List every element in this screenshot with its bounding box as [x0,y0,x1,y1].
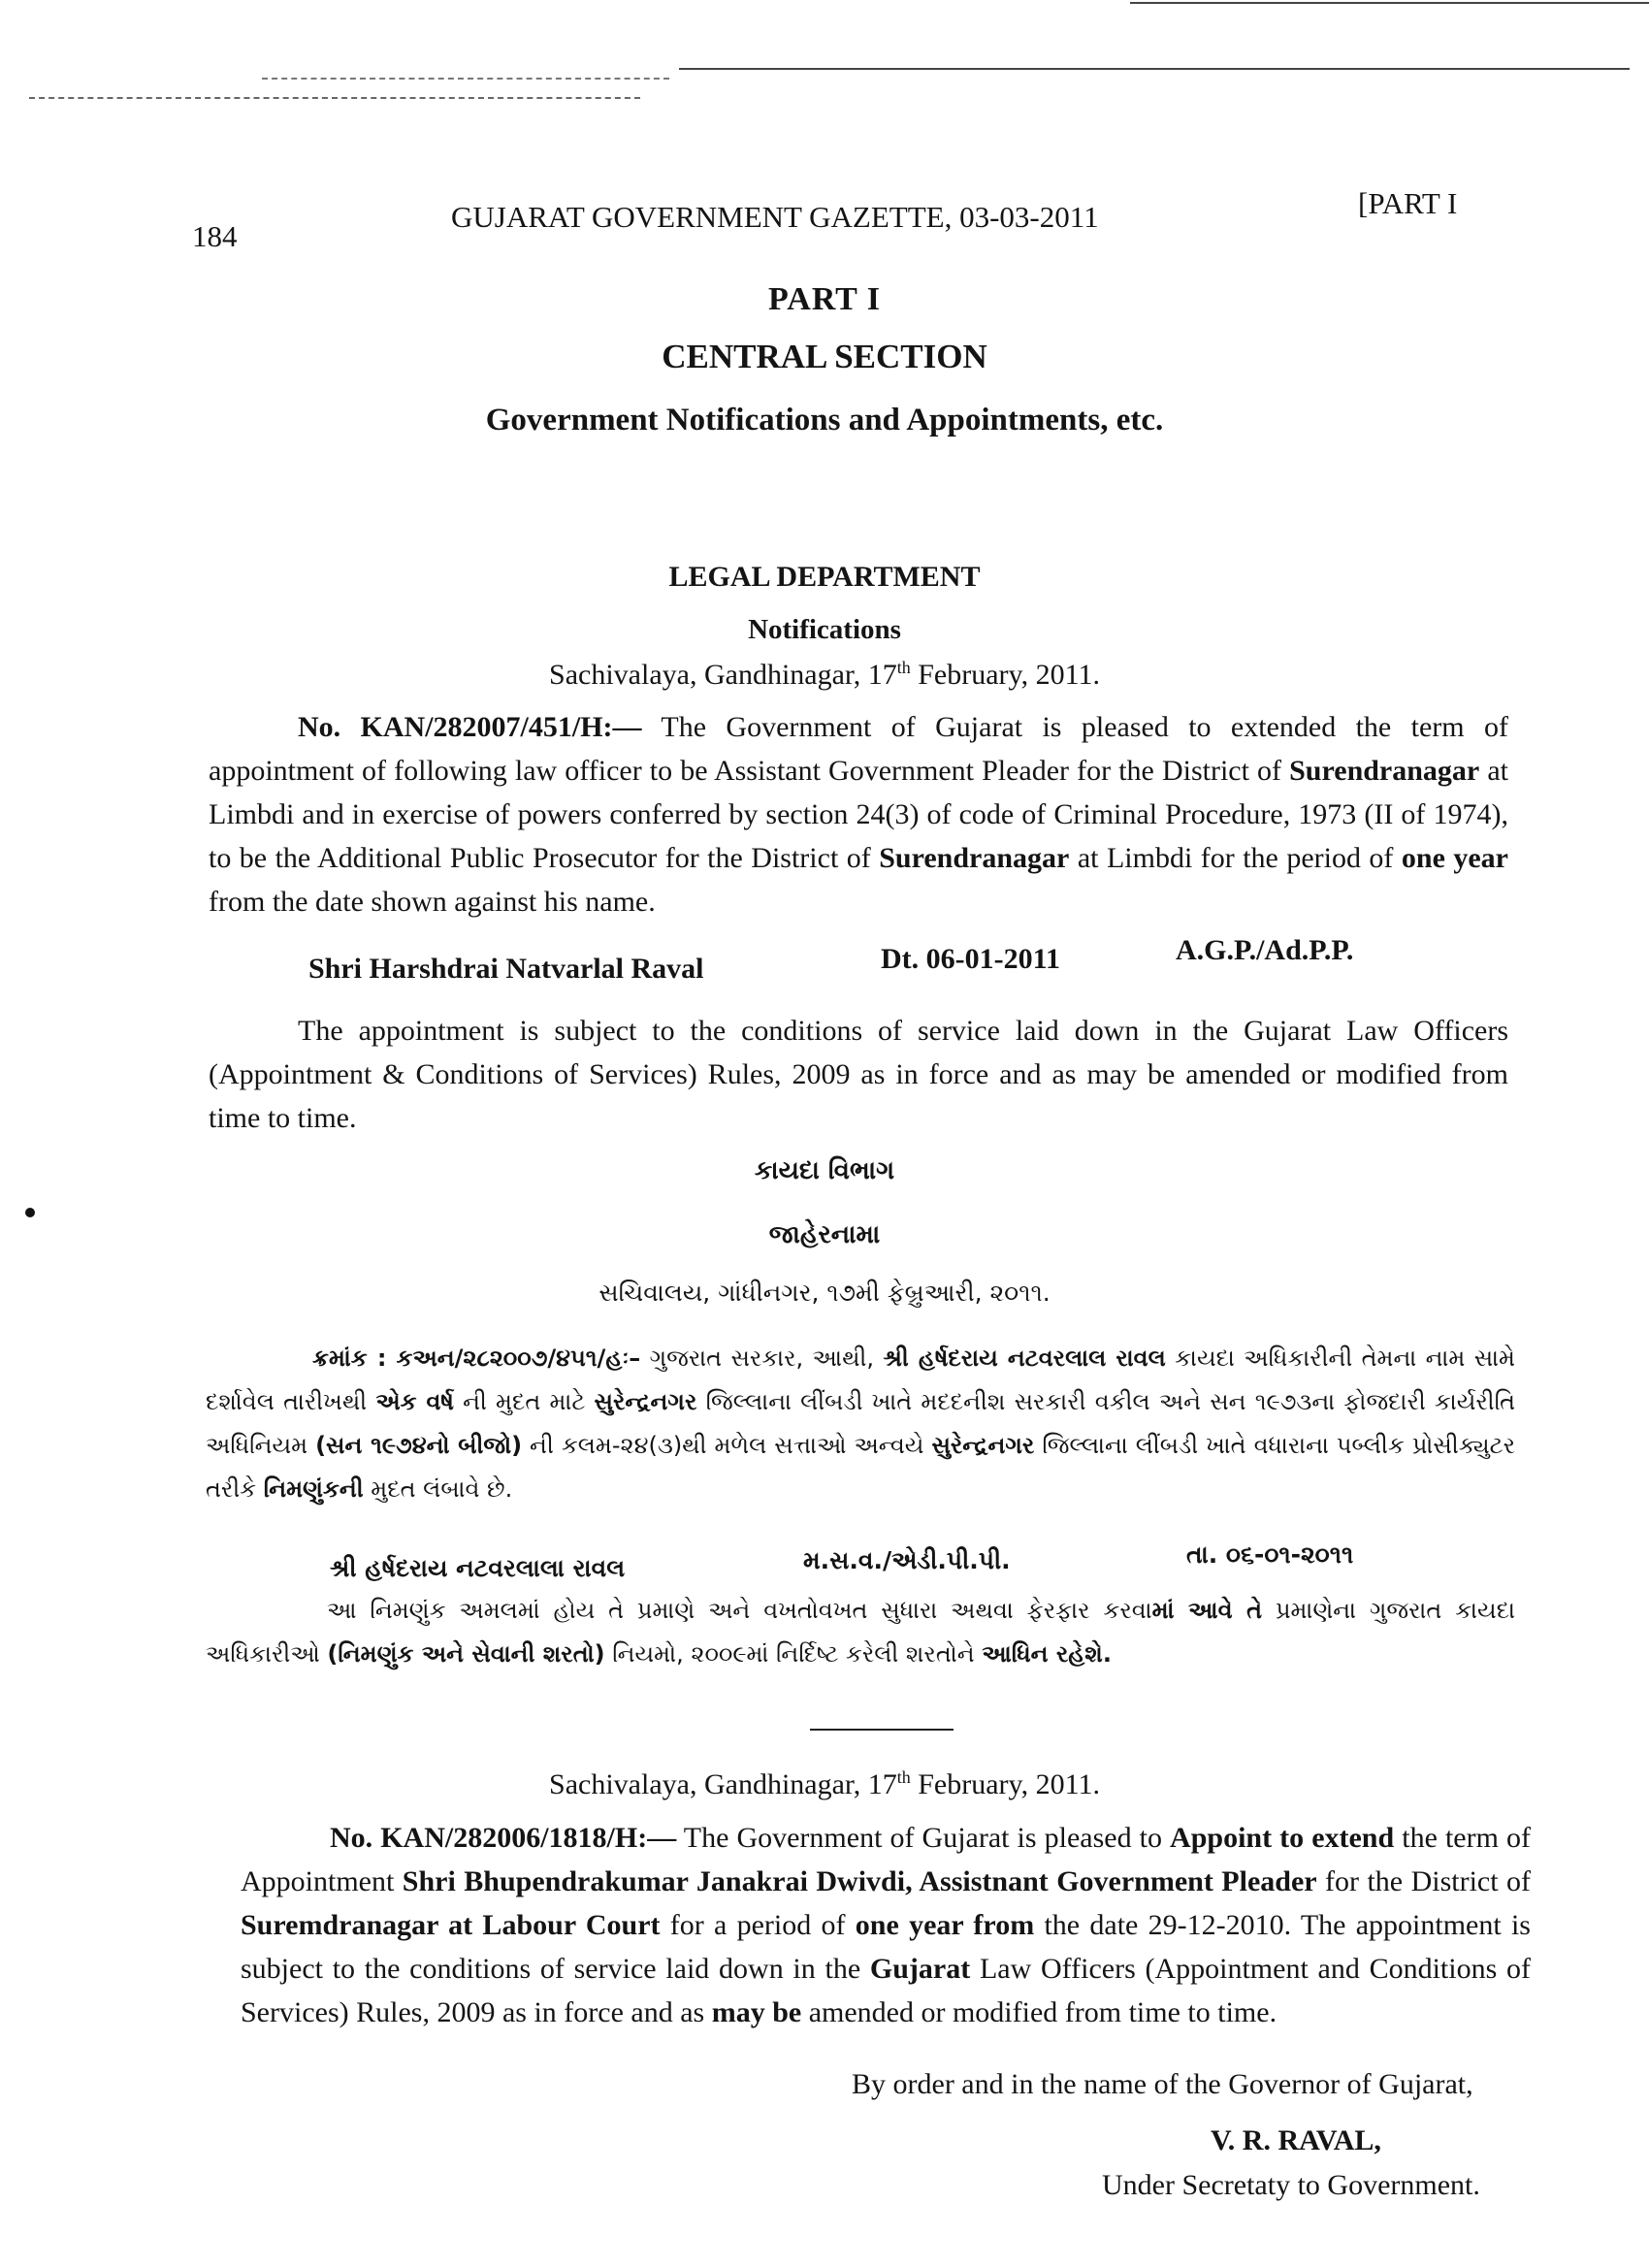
gazette-title: GUJARAT GOVERNMENT GAZETTE, 03-03-2011 [451,200,1099,234]
gujarati-notifications-heading: જાહેરનામા [768,1220,881,1249]
gujarati-post: મ.સ.વ./એડી.પી.પી. [803,1546,1011,1574]
notice1-condition: The appointment is subject to the conditions of service laid down in the Gujarat Law Officers (Appointment & Conditions of Services) Rules, 2009 as in force and as may be amended or modified from time to time. [209,1015,1508,1134]
gujarati-notice-body: ક્રમાંક : કઅન/૨૮૨૦૦૭/૪૫૧/હઃ– ગુજરાત સરકાર, આથી, શ્રી હર્ષદરાય નટવરલાલ રાવલ કાયદા અધિકારીની તેમના નામ સામે દર્શાવેલ તારીખથી એક વર્ષ ની મુદત માટે સુરેન્દ્રનગર જિલ્લાના લીંબડી ખાતે મદદનીશ સરકારી વકીલ અને સન ૧૯૭૩ના ફોજદારી કાર્યરીતિ અધિનિયમ (સન ૧૯૭૪નો બીજો) ની કલમ-૨૪(૩)થી મળેલ સત્તાઓ અન્વયે સુરેન્દ્રનગર જિલ્લાના લીંબડી ખાતે વધારાના પબ્લીક પ્રોસીક્યુટર તરીકે નિમણુંકની મુદત લંબાવે છે. [206,1345,1515,1503]
notice1-place-date: Sachivalaya, Gandhinagar, 17th February, 2011. [549,658,1100,691]
notice2-body: No. KAN/282006/1818/H:— The Government of Gujarat is pleased to Appoint to extend the term of Appointment Shri Bhupendrakumar Janakrai Dwivdi, Assistnant Government Pleader for the District of Suremdranagar at Labour Court for a period of one year from the date 29-12-2010. The appointment is subject to the conditions of service laid down in the Gujarat Law Officers (Appointment and Conditions of Services) Rules, 2009 as in force and as may be amended or modified from time to time. [241,1822,1532,2028]
notice1-body: No. KAN/282007/451/H:— The Government of Gujarat is pleased to extended the term of appointment of following law officer to be Assistant Government Pleader for the District of Surendranagar at Limbdi and in exercise of powers conferred by section 24(3) of code of Criminal Procedure, 1973 (II of 1974), to be the Additional Public Prosecutor for the District of Surendranagar at Limbdi for the period of one year from the date shown against his name. [209,711,1509,918]
gujarati-condition: આ નિમણુંક અમલમાં હોય તે પ્રમાણે અને વખતોવખત સુધારા અથવા ફેરફાર કરવામાં આવે તે પ્રમાણેના ગુજરાત કાયદા અધિકારીઓ (નિમણુંક અને સેવાની શરતો) નિયમો, ૨૦૦૯માં નિર્દિષ્ટ કરેલી શરતોને આધિન રહેશે. [206,1597,1515,1668]
scan-artifact-line [1130,2,1649,4]
section-separator [810,1729,954,1731]
central-section-heading: CENTRAL SECTION [662,338,987,375]
section-subtitle: Government Notifications and Appointments, etc. [485,403,1164,437]
gujarati-place-date: સચિવાલય, ગાંધીનગર, ૧૭મી ફેબ્રુઆરી, ૨૦૧૧. [598,1279,1051,1307]
notice2-place-date: Sachivalaya, Gandhinagar, 17th February, 2011. [549,1767,1100,1800]
notice1-post: A.G.P./Ad.P.P. [1176,934,1354,966]
department-subtitle: Notifications [748,614,901,645]
scan-artifact-line [679,68,1630,70]
page-number: 184 [192,219,238,253]
gujarati-department-heading: કાયદા વિભાગ [754,1156,895,1185]
department-heading: LEGAL DEPARTMENT [668,561,981,593]
gujarati-date: તા. ૦૬-૦૧-૨૦૧૧ [1186,1540,1354,1569]
gujarati-appointee: શ્રી હર્ષદરાય નટવરલાલા રાવલ [330,1554,626,1582]
part-heading: PART I [768,281,881,317]
signature-title: Under Secretaty to Government. [1102,2169,1480,2201]
notice2-number: No. KAN/282006/1818/H:— [330,1822,677,1854]
scan-artifact-line [262,78,669,80]
scan-speck [25,1208,35,1217]
signature-name: V. R. RAVAL, [1211,2124,1381,2156]
notice1-date: Dt. 06-01-2011 [881,943,1060,975]
signature-order: By order and in the name of the Governor of Gujarat, [852,2068,1473,2100]
notice1-appointee: Shri Harshdrai Natvarlal Raval [308,953,704,985]
part-marker: [PART I [1358,186,1458,220]
notice1-number: No. KAN/282007/451/H:— [298,711,642,743]
scan-artifact-line [29,97,640,99]
